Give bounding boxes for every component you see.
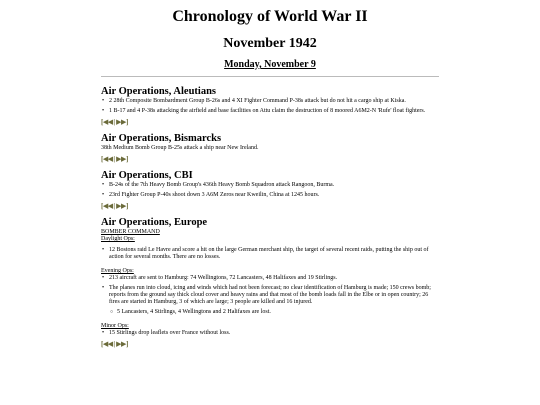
next-link-icon[interactable]: ▶▶ (116, 202, 126, 210)
nav-bracket-close: ] (125, 202, 128, 210)
prev-link-icon[interactable]: ◀◀ (102, 155, 113, 163)
nav-bracket-close: ] (125, 118, 128, 126)
prev-link-icon[interactable]: ◀◀ (102, 340, 113, 348)
section-cbi (101, 170, 439, 211)
list-item: • The planes run into cloud, icing and winds which had not been forecast; no clear identification of Hamburg is made; 150 crews bomb; reports from the ground say thick cloud cover and heavy rains and that most of the bomb loads fall in the Elbe or in open country; 26 fires are started in Hamburg, 3 of which are large; 3 people are killed and 16 injured. (101, 285, 439, 306)
page-title: Chronology of World War II (172, 8, 368, 25)
next-link-icon[interactable]: ▶▶ (116, 155, 126, 163)
minor-ops-label: Minor Ops: (101, 323, 129, 329)
next-link-icon[interactable]: ▶▶ (116, 340, 126, 348)
nav-bracket-close: ] (125, 340, 128, 348)
nav-separator: | (113, 202, 115, 210)
next-link-icon[interactable]: ▶▶ (116, 118, 126, 126)
list-item: • B-24s of the 7th Heavy Bomb Group's 436th Heavy Bomb Squadron attack Rangoon, Burma. (101, 182, 439, 189)
evening-ops-label: Evening Ops: (101, 268, 134, 274)
list-item: • 213 aircraft are sent to Hamburg: 74 Wellingtons, 72 Lancasters, 48 Halifaxes and 19 Stirlings. (101, 275, 439, 282)
day-heading: Monday, November 9 (224, 59, 316, 70)
section-nav (101, 155, 439, 164)
main-content (101, 86, 439, 355)
list-item: • 2 28th Composite Bombardment Group B-26s and 4 XI Fighter Command P-38s attack but do not hit a cargo ship at Kiska. (101, 98, 439, 105)
nav-bracket-open: [ (101, 155, 103, 163)
section-title: Air Operations, Europe (101, 217, 208, 228)
daylight-ops-label: Daylight Ops: (101, 236, 135, 242)
list-sub-item: ○ 5 Lancasters, 4 Stirlings, 4 Wellingtons and 2 Halifaxes are lost. (109, 309, 439, 316)
section-title: Air Operations, CBI (101, 170, 193, 181)
nav-separator: | (113, 340, 115, 348)
nav-bracket-close: ] (125, 155, 128, 163)
list-item: • 15 Stirlings drop leaflets over France without loss. (101, 330, 439, 337)
nav-bracket-open: [ (101, 340, 103, 348)
prev-link-icon[interactable]: ◀◀ (102, 118, 113, 126)
list-item: • 12 Bostons raid Le Havre and score a hit on the large German merchant ship, the target of several recent raids, putting the ship out of action for several months. There are no losses. (101, 247, 439, 261)
section-bismarcks (101, 133, 439, 164)
section-europe (101, 217, 439, 349)
section-text: 38th Medium Bomb Group B-25s attack a ship near New Ireland. (101, 145, 259, 151)
list-item: • 23rd Fighter Group P-40s shoot down 3 A6M Zeros near Kweilin, China at 1245 hours. (101, 192, 439, 199)
month-heading: November 1942 (223, 36, 317, 51)
nav-bracket-open: [ (101, 118, 103, 126)
section-title: Air Operations, Aleutians (101, 86, 217, 97)
nav-separator: | (113, 155, 115, 163)
command-label: BOMBER COMMAND (101, 229, 160, 235)
section-aleutians (101, 86, 439, 127)
list-item: • 1 B-17 and 4 P-38s attacking the airfield and base facilities on Attu claim the destruction of 8 moored A6M2-N 'Rufe' float fighters. (101, 108, 439, 115)
section-title: Air Operations, Bismarcks (101, 133, 222, 144)
prev-link-icon[interactable]: ◀◀ (102, 202, 113, 210)
section-nav (101, 118, 439, 127)
nav-separator: | (113, 118, 115, 126)
divider (101, 76, 439, 77)
section-nav (101, 202, 439, 211)
section-nav (101, 340, 439, 349)
nav-bracket-open: [ (101, 202, 103, 210)
